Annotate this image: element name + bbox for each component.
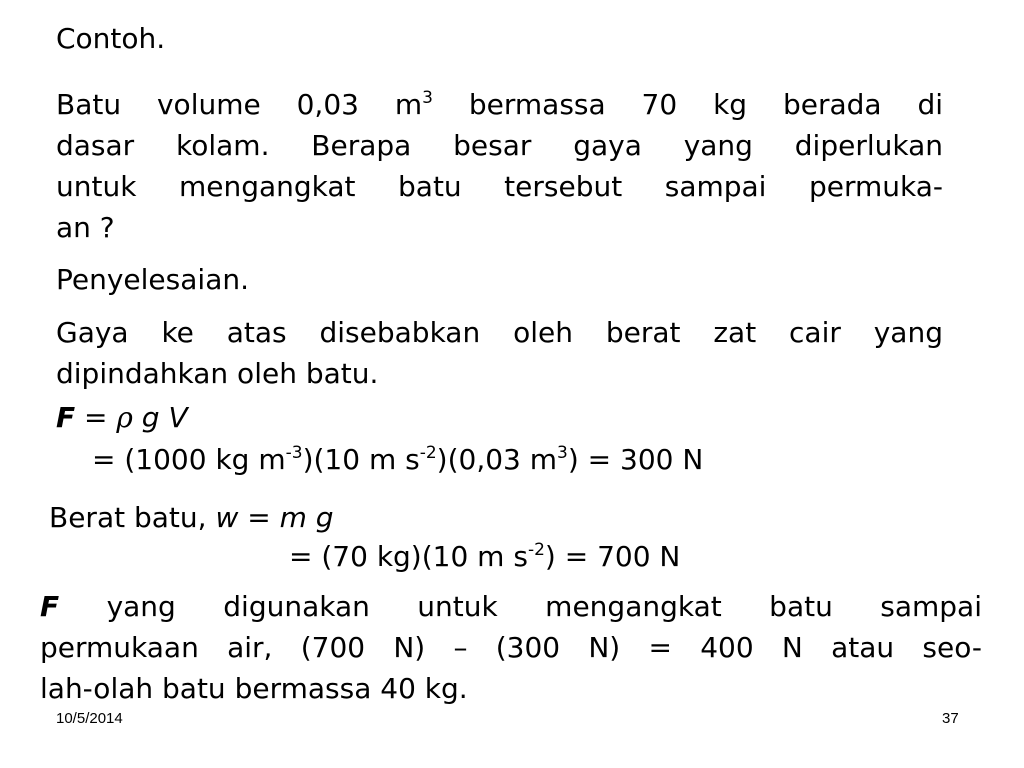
problem-line: dasar kolam. Berapa besar gaya yang diperlukan (56, 129, 943, 162)
weight-calculation: = (70 kg)(10 m $s^{-2}) = 700$ N (289, 540, 681, 573)
explanation-line: dipindahkan oleh batu. (56, 357, 379, 390)
solution-heading: Penyelesaian. (56, 263, 249, 296)
buoyancy-calculation: = (1000 kg $m^{-3})(10$ m $s^{-2})(0,03$ $m^3) = 300$ N (92, 443, 704, 476)
force-symbol: F (56, 401, 76, 434)
explanation-line: Gaya ke atas disebabkan oleh berat zat cair yang (56, 316, 943, 349)
footer-date: 10/5/2014 (56, 710, 123, 727)
slide-title: Contoh. (56, 22, 166, 55)
problem-statement (56, 84, 943, 248)
problem-line: untuk mengangkat batu tersebut sampai permuka- (56, 170, 943, 203)
problem-line: Batu volume 0,03 $m^3$ bermassa 70 kg berada di (56, 88, 944, 121)
problem-line: an ? (56, 211, 115, 244)
rho-symbol: ρ (116, 401, 133, 434)
conclusion-line: F yang digunakan untuk mengangkat batu sampai (40, 590, 982, 623)
force-symbol: F (40, 590, 60, 623)
conclusion-text (40, 586, 982, 709)
footer-page-number: 37 (942, 710, 959, 727)
weight-formula: Berat batu, w = m g (49, 501, 334, 534)
conclusion-line: lah-olah batu bermassa 40 kg. (40, 672, 468, 705)
conclusion-line: permukaan air, (700 N) – (300 N) = 400 N atau seo- (40, 631, 982, 664)
buoyancy-formula: F = ρ g V (56, 401, 188, 434)
explanation-text (56, 312, 943, 394)
